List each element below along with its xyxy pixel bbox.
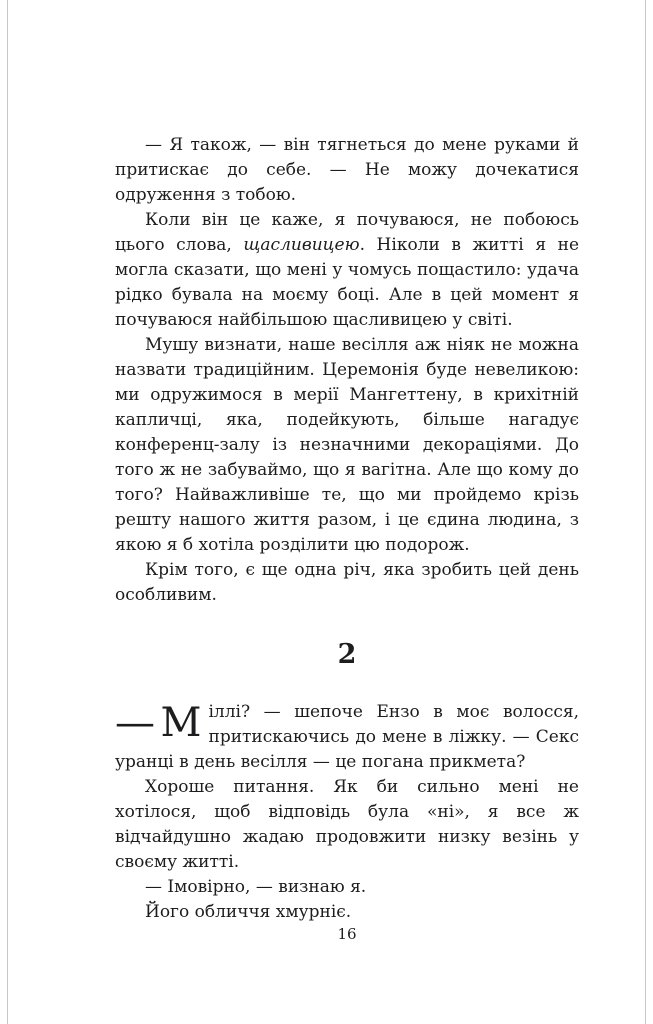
page-footer bbox=[115, 925, 579, 1024]
page-number: 16 bbox=[337, 925, 357, 943]
text-run: Хороше питання. Як би сильно мені не хотілося, щоб відповідь була «ні», я все ж відчайдушно жадаю продовжити низку везінь у своєму житті. bbox=[115, 777, 579, 872]
paragraph bbox=[115, 333, 579, 558]
text-run: іллі? — шепоче Ензо в моє волосся, притискаючись до мене в ліжку. — Секс уранці в день весілля — це погана прикмета? bbox=[115, 702, 579, 772]
paragraph bbox=[115, 558, 579, 608]
italic-text-run: щасливицею bbox=[243, 235, 360, 255]
text-run: Мушу визнати, наше весілля аж ніяк не можна назвати традиційним. Церемонія буде невеликою: ми одружимося в мерії Мангеттену, в крихітній капличці, яка, подейкують, більше нагадує конференц-залу із незначними декораціями. До того ж не забуваймо, що я вагітна. Але що кому до того? Найважливіше те, що ми пройдемо крізь решту нашого життя разом, і це єдина людина, з якою я б хотіла розділити цю подорож. bbox=[115, 335, 579, 555]
text-run: Крім того, є ще одна річ, яка зробить цей день особливим. bbox=[115, 560, 579, 605]
drop-cap: — М bbox=[115, 700, 202, 746]
text-run: . Ніколи в житті я не могла сказати, що мені у чомусь пощастило: удача рідко бувала на моєму боці. Але в цей момент я почуваюся найбільшою щасливицею у світі. bbox=[115, 235, 580, 330]
page-edge-left bbox=[7, 0, 8, 1024]
paragraph bbox=[115, 775, 579, 875]
paragraph bbox=[115, 875, 579, 900]
text-run: — Я також, — він тягнеться до мене руками й притискає до себе. — Не можу дочекатися одруження з тобою. bbox=[115, 135, 579, 205]
paragraph bbox=[115, 208, 579, 333]
paragraph bbox=[115, 133, 579, 208]
paragraph bbox=[115, 700, 579, 775]
text-block bbox=[115, 133, 579, 925]
page-edge-right bbox=[645, 0, 646, 1024]
chapter-number: 2 bbox=[337, 639, 357, 670]
text-run: Коли він це каже, я почуваюся, не побоюсь цього слова, bbox=[115, 210, 579, 255]
paragraph bbox=[115, 900, 579, 925]
text-run: Його обличчя хмурніє. bbox=[145, 902, 352, 922]
text-run: — Імовірно, — визнаю я. bbox=[145, 877, 367, 897]
